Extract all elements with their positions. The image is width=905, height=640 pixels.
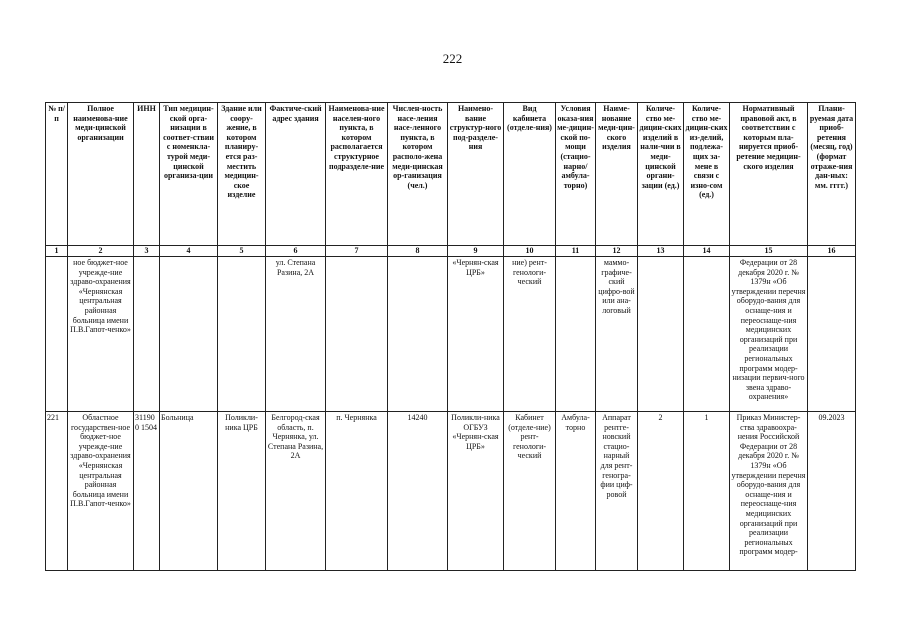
table-cell: Приказ Министер-ства здравоохра-нения Российской Федерации от 28 декабря 2020 г. № 1379н «Об утверждении перечня оборудо-вания для оснаще-ния и переоснаще-ния медицинских организаций при реализации региональных программ модер- [730,412,808,571]
table-cell: 221 [46,412,68,571]
column-number: 13 [638,246,684,257]
table-cell: ное бюджет-ное учрежде-ние здраво-охранения «Чернянская центральная районная больница имени П.В.Гапот-ченко» [68,257,134,412]
table-cell: Поликли-ника ОГБУЗ «Чернян-ская ЦРБ» [448,412,504,571]
column-number: 12 [596,246,638,257]
equipment-table [45,102,856,571]
table-cell: 1 [684,412,730,571]
column-header: Числен-ность насе-ления насе-ленного пункта, в котором располо-жена меди-цинская ор-ганизация (чел.) [388,103,448,246]
column-header: Наименова-ние населен-ного пункта, в котором располагается структурное подразделе-ние [326,103,388,246]
column-number: 6 [266,246,326,257]
column-number: 8 [388,246,448,257]
column-number: 14 [684,246,730,257]
table-cell: ул. Степана Разина, 2А [266,257,326,412]
header-row [46,103,856,246]
table-cell [638,257,684,412]
table-cell: 09.2023 [808,412,856,571]
table-row [46,412,856,571]
column-header: Фактиче-ский адрес здания [266,103,326,246]
column-number: 5 [218,246,266,257]
table-row [46,257,856,412]
column-number: 15 [730,246,808,257]
table-cell: 14240 [388,412,448,571]
table-cell: Областное государствен-ное бюджет-ное учрежде-ние здраво-охранения «Чернянская центральная районная больница имени П.В.Гапот-ченко» [68,412,134,571]
column-header: Количе-ство ме-дицин-ских изделий в нали-чии в меди-цинской органи-зации (ед.) [638,103,684,246]
column-number: 2 [68,246,134,257]
column-header: № п/п [46,103,68,246]
table-cell [134,257,160,412]
column-header: Наимено-вание структур-ного под-разделе-ния [448,103,504,246]
table-cell: Амбула-торно [556,412,596,571]
column-number: 1 [46,246,68,257]
column-header: Плани-руемая дата приоб-ретения (месяц, год) (формат отраже-ния дан-ных: мм. гггг.) [808,103,856,246]
column-number: 11 [556,246,596,257]
table-cell: п. Чернянка [326,412,388,571]
column-header: Количе-ство ме-дицин-ских из-делий, подлежа-щих за-мене в связи с изно-сом (ед.) [684,103,730,246]
table-cell: Аппарат рентге-новский стацио-нарный для рент-геногра-фии циф-ровой [596,412,638,571]
table-cell: 2 [638,412,684,571]
column-header: Вид кабинета (отделе-ния) [504,103,556,246]
table-cell: «Чернян-ская ЦРБ» [448,257,504,412]
table-cell [808,257,856,412]
table-cell: Больница [160,412,218,571]
column-number: 16 [808,246,856,257]
table-cell: Белгород-ская область, п. Чернянка, ул. Степана Разина, 2А [266,412,326,571]
column-number-row [46,246,856,257]
table-cell [218,257,266,412]
column-header: Полное наименова-ние меди-цинской организации [68,103,134,246]
table-cell: Поликли-ника ЦРБ [218,412,266,571]
table-cell: маммо-графиче-ский цифро-вой или ана-логовый [596,257,638,412]
column-header: Нормативный правовой акт, в соответствии с которым пла-нируется приоб-ретение медицин-ского изделия [730,103,808,246]
column-number: 9 [448,246,504,257]
table-cell [556,257,596,412]
column-number: 10 [504,246,556,257]
table-cell: Кабинет (отделе-ние) рент-генологи-ческий [504,412,556,571]
table-cell [160,257,218,412]
table-cell [46,257,68,412]
table-cell: 311900 1504 [134,412,160,571]
column-number: 7 [326,246,388,257]
column-header: Условия оказа-ния ме-дицин-ской по-мощи (стацио-нарно/ амбула-торно) [556,103,596,246]
column-number: 4 [160,246,218,257]
table-cell [684,257,730,412]
column-header: Наиме-нование меди-цин-ского изделия [596,103,638,246]
table-cell [326,257,388,412]
table-cell [388,257,448,412]
page-number: 222 [442,51,463,66]
column-header: Здание или соору-жение, в котором планиру-ется раз-местить медицин-ское изделие [218,103,266,246]
column-header: Тип медицин-ской орга-низации в соответ-ствии с номенкла-турой меди-цинской организа-ции [160,103,218,246]
table-cell: ние) рент-генологи-ческий [504,257,556,412]
column-header: ИНН [134,103,160,246]
table-cell: Федерации от 28 декабря 2020 г. № 1379н «Об утверждении перечня оборудо-вания для оснаще-ния и переоснаще-ния медицинских организаций при реализации региональных программ модер-низации первич-ного звена здраво-охранения» [730,257,808,412]
column-number: 3 [134,246,160,257]
